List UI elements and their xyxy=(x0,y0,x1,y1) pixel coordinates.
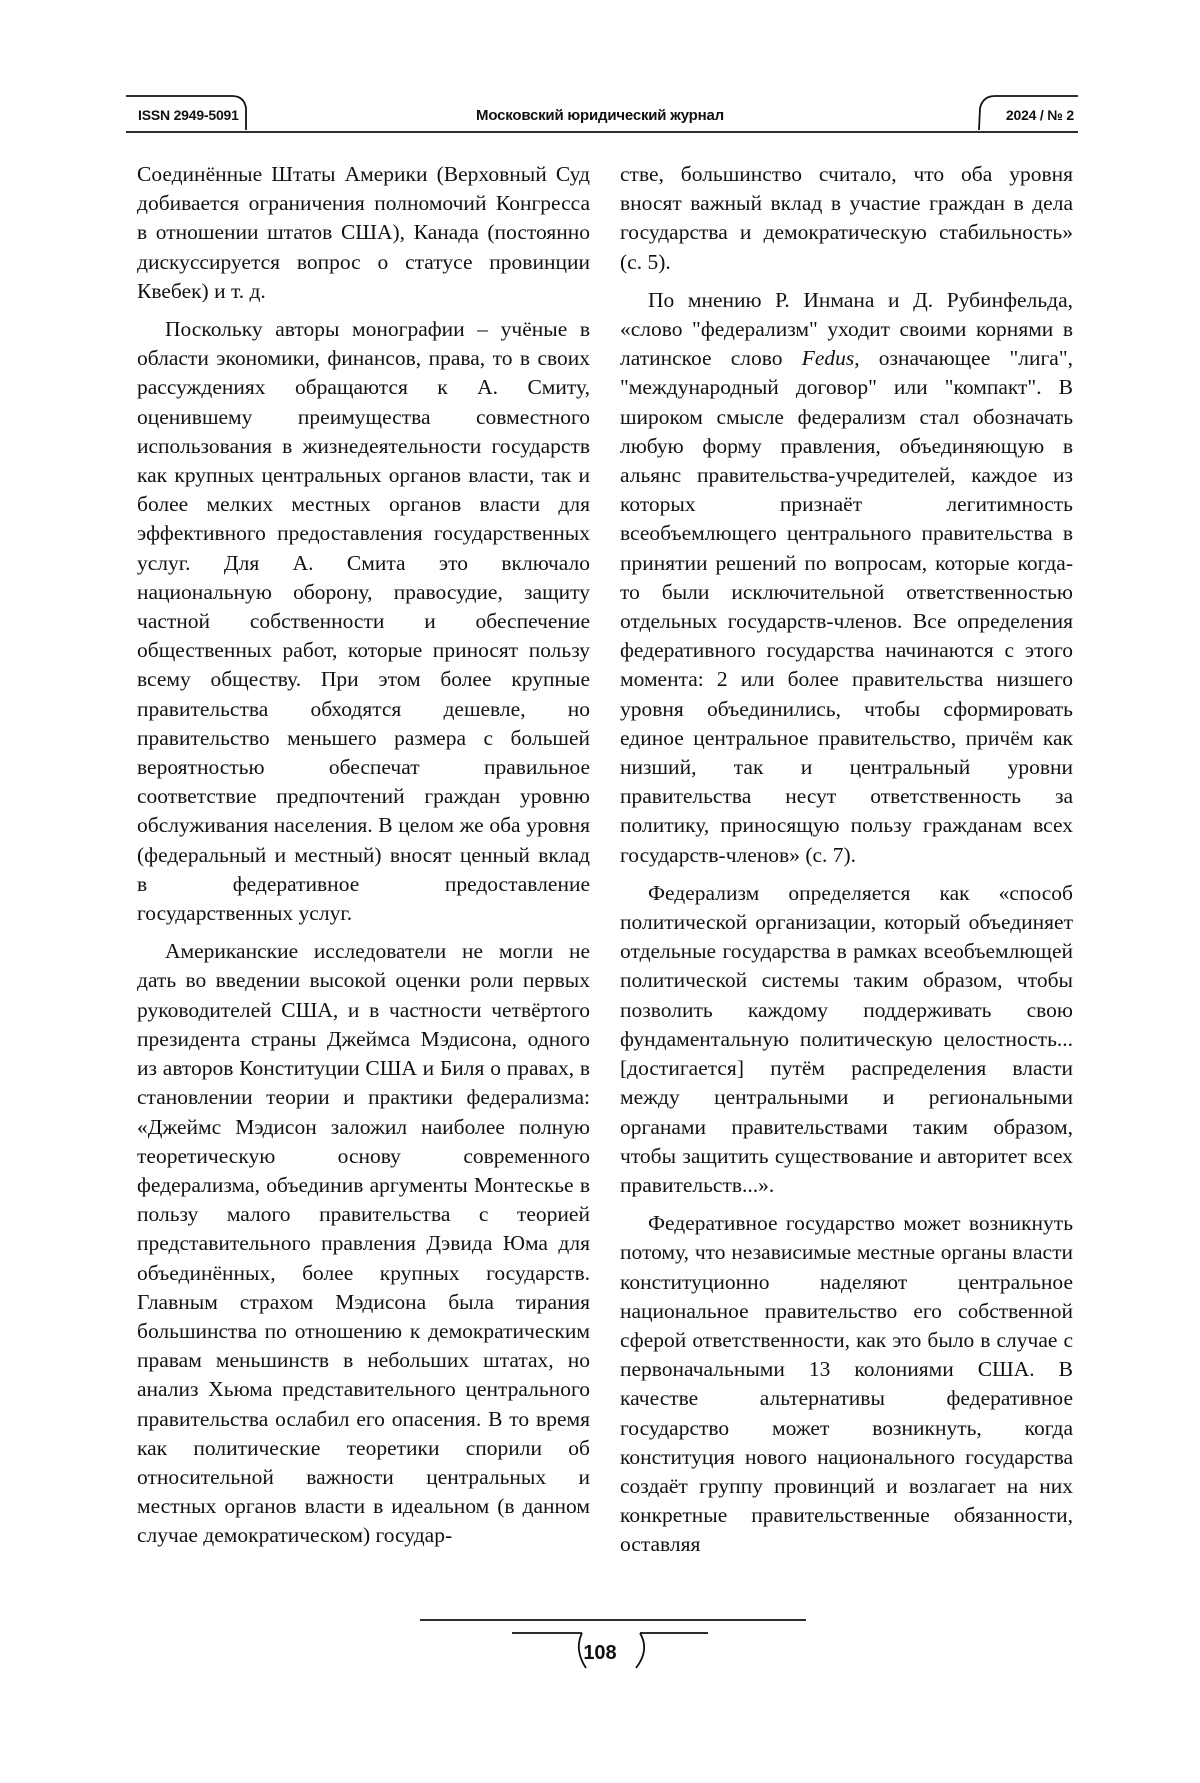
paragraph: стве, большинство считало, что оба уровня вносят важный вклад в участие граждан в дела государства и демократическую стабильность» (с. 5). xyxy=(620,162,1073,274)
paragraph-text: По мнению Р. Инмана и Д. Рубинфельда, «слово "федерализм" уходит своими корнями в латинское слово xyxy=(620,287,1073,371)
journal-title: Московский юридический журнал xyxy=(476,107,724,124)
latin-term: Fedus xyxy=(801,346,855,371)
header-issn: ISSN 2949-5091 xyxy=(138,107,239,123)
left-column xyxy=(137,160,590,1635)
paragraph: Соединённые Штаты Америки (Верховный Суд добивается ограничения полномочий Конгресса в отношении штатов США), Канада (постоянно дискуссируется вопрос о статусе провинции Квебек) и т. д. xyxy=(137,162,590,303)
paragraph-text: , означающее "лига", "международный договор" или "компакт". В широком смысле федерализм стал обозначать любую форму правления, объединяющую в альянс правительства-учредителей, каждое из которых признаёт легитимность всеобъемлющего центрального правительства в принятии решений по вопросам, которые когда-то были исключительной ответственностью отдельных государств-членов. Все определения федеративного государства начинаются с этого момента: 2 или более правительства низшего уровня объединились, чтобы сформировать единое центральное правительство, причём как низший, так и центральный уровни правительства несут ответственность за политику, приносящую пользу гражданам всех государств-членов» (с. 7). xyxy=(620,346,1073,867)
page-number: 108 xyxy=(583,1642,617,1664)
paragraph: Поскольку авторы монографии – учёные в области экономики, финансов, права, то в своих рассуждениях обращаются к А. Смиту, оценившему преимущества совместного использования в жизнедеятельности государств как крупных центральных органов власти, так и более мелких местных органов власти для эффективного предоставления государственных услуг. Для А. Смита это включало национальную оборону, правосудие, защиту частной собственности и обеспечение общественных работ, которые приносят пользу всему обществу. При этом более крупные правительства обходятся дешевле, но правительство меньшего размера с большей вероятностью обеспечат правильное соответствие предпочтений граждан уровню обслуживания населения. В целом же оба уровня (федеральный и местный) вносят ценный вклад в федеративное предоставление государственных услуг. xyxy=(137,317,590,926)
right-column xyxy=(620,160,1073,1635)
paragraph: Федерализм определяется как «способ политической организации, который объединяет отдельные государства в рамках всеобъемлющей политической системы таким образом, чтобы позволить каждому поддерживать свою фундаментальную политическую целостность... [достигается] путём распределения власти между центральными и региональными органами правительствами таким образом, чтобы защитить существование и авторитет всех правительств...». xyxy=(620,880,1073,1197)
paragraph xyxy=(620,286,1073,870)
paragraph: Американские исследователи не могли не дать во введении высокой оценки роли первых руководителей США, и в частности четвёртого президента страны Джеймса Мэдисона, одного из авторов Конституции США и Биля о правах, в становлении теории и практики федерализма: «Джеймс Мэдисон заложил наиболее полную теоретическую основу современного федерализма, объединив аргументы Монтескье в пользу малого правительства с теорией представительного правления Дэвида Юма для объединённых, более крупных государств. Главным страхом Мэдисона была тирания большинства по отношению к демократическим правам меньшинств в небольших штатах, но анализ Хьюма представительного центрального правительства ослабил его опасения. В то время как политические теоретики спорили об относительной важности центральных и местных органов власти в идеальном (в данном случае демократическом) государ- xyxy=(137,939,590,1548)
paragraph: Федеративное государство может возникнуть потому, что независимые местные органы власти конституционно наделяют центральное национальное правительство его собственной сферой ответственности, как это было в случае с первоначальными 13 колониями США. В качестве альтернативы федеративное государство может возникнуть, когда конституция нового национального государства создаёт группу провинций и возлагает на них конкретные правительственные обязанности, оставляя xyxy=(620,1211,1073,1557)
issue-number: 2024 / № 2 xyxy=(1005,107,1074,123)
